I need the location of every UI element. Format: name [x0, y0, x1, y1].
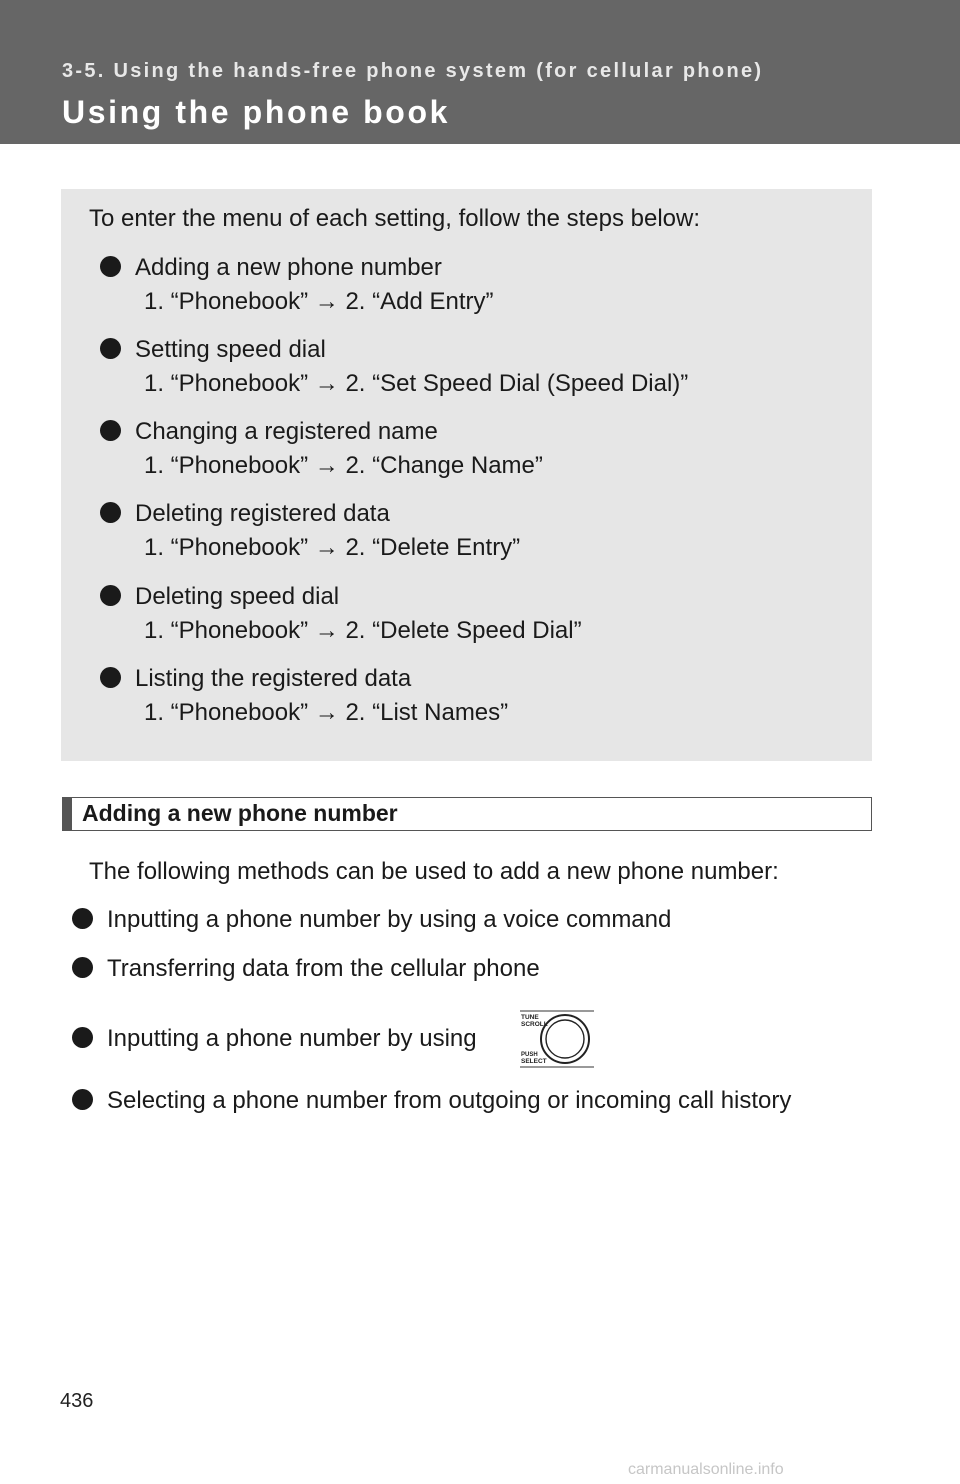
menu-item-delete-entry: [100, 500, 520, 562]
bullet-icon: [100, 338, 121, 359]
menu-item-steps: 1. “Phonebook” → 2. “Change Name”: [144, 452, 543, 479]
method-label: Transferring data from the cellular phone: [107, 955, 540, 982]
menu-item-steps: 1. “Phonebook” → 2. “List Names”: [144, 699, 509, 726]
menu-box-intro: To enter the menu of each setting, follow the steps below:: [89, 205, 701, 232]
page-title: Using the phone book: [62, 94, 450, 130]
menu-item-change-name: [100, 418, 543, 480]
menu-item-steps: 1. “Phonebook” → 2. “Delete Entry”: [144, 534, 521, 561]
menu-item-label: Setting speed dial: [135, 336, 326, 363]
menu-item-speed-dial: [100, 336, 688, 398]
method-label: Selecting a phone number from outgoing or incoming call history: [107, 1087, 792, 1114]
page-number: 436: [60, 1390, 94, 1412]
bullet-icon: [72, 1089, 93, 1110]
menu-item-label: Deleting registered data: [135, 500, 390, 527]
menu-item-label: Deleting speed dial: [135, 583, 340, 610]
method-item: [72, 1025, 477, 1053]
knob-label-scroll: SCROLL: [521, 1021, 548, 1028]
menu-item-add-entry: [100, 254, 494, 316]
bullet-icon: [100, 667, 121, 688]
watermark: carmanualsonline.info: [628, 1461, 784, 1478]
bullet-icon: [100, 585, 121, 606]
method-item: [72, 906, 671, 934]
menu-item-steps: 1. “Phonebook” → 2. “Delete Speed Dial”: [144, 617, 582, 644]
methods-intro: The following methods can be used to add a new phone number:: [89, 858, 779, 885]
menu-item-steps: 1. “Phonebook” → 2. “Set Speed Dial (Speed Dial)”: [144, 370, 689, 397]
menu-item-steps: 1. “Phonebook” → 2. “Add Entry”: [144, 288, 494, 315]
bullet-icon: [72, 1027, 93, 1048]
menu-item-label: Adding a new phone number: [135, 254, 442, 281]
bullet-icon: [100, 420, 121, 441]
bullet-icon: [72, 957, 93, 978]
menu-item-label: Listing the registered data: [135, 665, 412, 692]
bullet-icon: [72, 908, 93, 929]
knob-label-select: SELECT: [521, 1058, 547, 1065]
method-label: Inputting a phone number by using a voice command: [107, 906, 672, 933]
subsection-heading-bar: [62, 797, 872, 831]
menu-item-list-names: [100, 665, 508, 727]
menu-item-label: Changing a registered name: [135, 418, 438, 445]
tune-scroll-knob-icon: [520, 1010, 594, 1068]
method-item: [72, 1087, 791, 1115]
knob-label-tune: TUNE: [521, 1014, 539, 1021]
method-label: Inputting a phone number by using: [107, 1025, 477, 1052]
section-label: 3-5. Using the hands-free phone system (for cellular phone): [62, 60, 764, 82]
method-item: [72, 955, 540, 983]
page-header: [0, 0, 960, 144]
bullet-icon: [100, 502, 121, 523]
menu-item-delete-speed-dial: [100, 583, 582, 645]
bullet-icon: [100, 256, 121, 277]
knob-label-push: PUSH: [521, 1052, 538, 1058]
subsection-heading: Adding a new phone number: [82, 800, 398, 826]
